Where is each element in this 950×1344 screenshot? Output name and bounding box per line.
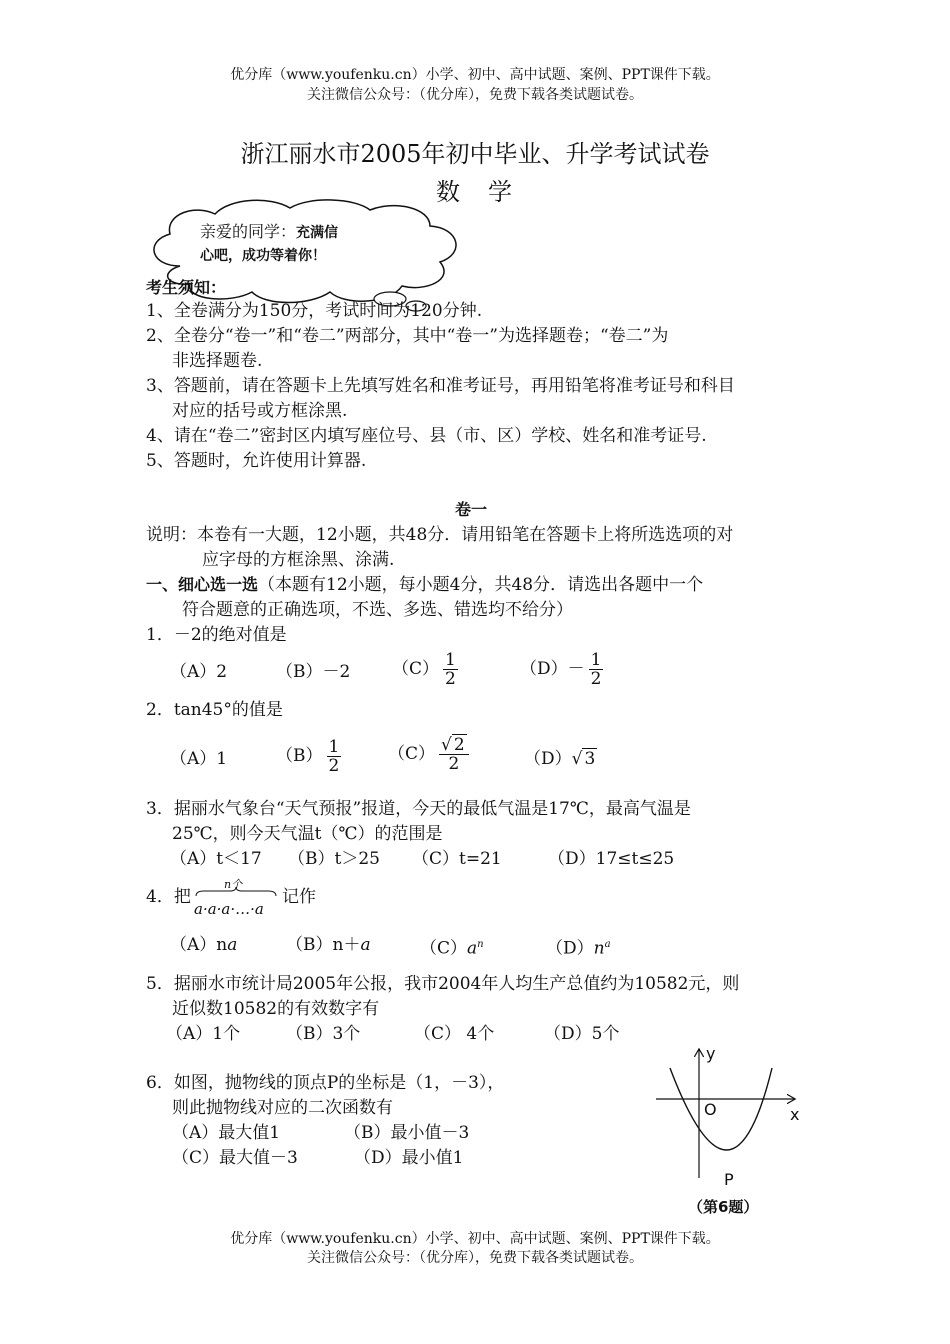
q4-d-base: n <box>593 938 605 959</box>
part-instructions: （本题有12小题，每小题4分，共48分．请选出各题中一个 <box>258 575 704 595</box>
cloud-greeting: 亲爱的同学： <box>200 222 297 241</box>
cloud-encourage-2: 心吧，成功等着你！ <box>200 248 326 264</box>
q1-c-fraction <box>443 651 458 688</box>
notice-item-5: 5、答题时，允许使用计算器. <box>146 451 367 471</box>
q4-option-a-label: （A）n <box>170 935 228 955</box>
q2-c-fraction <box>439 736 469 773</box>
q5-stem-2: 近似数10582的有效数字有 <box>172 999 380 1019</box>
q3-stem-2: 25℃，则今天气温t（℃）的范围是 <box>172 824 443 844</box>
q2-option-b <box>276 738 345 775</box>
fig-label-origin: O <box>704 1100 717 1119</box>
q2-option-c-label: （C） <box>388 744 436 764</box>
q2-c-root-sign: √ <box>441 735 452 755</box>
q4-brace-label: n个 <box>224 878 243 891</box>
q6-stem-1: 6．如图，抛物线的顶点P的坐标是（1，－3）， <box>146 1073 505 1093</box>
q4-option-c <box>420 933 484 961</box>
q4-option-d <box>546 933 611 961</box>
notice-item-3: 3、答题前，请在答题卡上先填写姓名和准考证号，再用铅笔将准考证号和科目 <box>146 376 735 396</box>
q4-stem-prefix: 4．把 <box>146 887 191 907</box>
q1-option-d-label: （D）－ <box>520 659 585 679</box>
header-line-2: 关注微信公众号：（优分库），免费下载各类试题试卷。 <box>307 87 643 103</box>
cloud-encourage-1: 充满信 <box>296 225 339 241</box>
q4-option-b-label: （B）n＋ <box>286 935 361 955</box>
subject-title: 数 学 <box>436 178 514 206</box>
q2-option-b-label: （B） <box>276 746 323 766</box>
q4-option-a <box>170 933 237 957</box>
notice-item-3-cont: 对应的括号或方框涂黑. <box>172 401 348 421</box>
section-desc-1: 说明：本卷有一大题，12小题，共48分．请用铅笔在答题卡上将所选选项的对 <box>146 525 734 545</box>
q2-b-denominator: 2 <box>328 756 340 776</box>
q1-c-numerator: 1 <box>445 650 456 670</box>
fig-label-y: y <box>706 1044 716 1063</box>
notice-item-1: 1、全卷满分为150分，考试时间为120分钟. <box>146 301 483 321</box>
notice-item-4: 4、请在“卷二”密封区内填写座位号、县（市、区）学校、姓名和准考证号. <box>146 426 707 446</box>
q2-option-d-label: （D） <box>524 749 572 769</box>
part-heading <box>146 573 703 597</box>
part-instructions-cont: 符合题意的正确选项，不选、多选、错选均不给分） <box>182 600 573 620</box>
fig-label-vertex: P <box>724 1170 734 1189</box>
q2-b-numerator: 1 <box>328 737 340 757</box>
q5-option-c: （C） 4个 <box>414 1024 495 1044</box>
q3-option-a: （A）t＜17 <box>170 849 262 869</box>
q6-option-d: （D）最小值1 <box>354 1148 464 1168</box>
q2-d-radicand: 3 <box>584 749 596 769</box>
section-title: 卷一 <box>455 500 488 519</box>
part-title: 一、细心选一选 <box>146 575 259 594</box>
q5-option-a: （A）1个 <box>166 1024 241 1044</box>
footer-line-1: 优分库（www.youfenku.cn）小学、初中、高中试题、案例、PPT课件下载。 <box>230 1231 720 1247</box>
q4-stem-suffix: 记作 <box>282 887 316 907</box>
q1-option-c <box>392 651 462 688</box>
q3-stem-1: 3．据丽水气象台“天气预报”报道，今天的最低气温是17℃，最高气温是 <box>146 799 691 819</box>
exam-title: 浙江丽水市2005年初中毕业、升学考试试卷 <box>240 140 710 168</box>
q4-b-var: a <box>360 935 371 955</box>
q2-option-d <box>524 747 597 771</box>
q4-option-d-label: （D） <box>546 938 594 959</box>
q5-option-d: （D）5个 <box>544 1024 620 1044</box>
q5-stem-1: 5．据丽水市统计局2005年公报，我市2004年人均生产总值约为10582元，则 <box>146 974 740 994</box>
q2-d-root-sign: √ <box>571 749 583 769</box>
q4-option-b <box>286 933 371 957</box>
q1-option-c-label: （C） <box>392 659 440 679</box>
q4-d-exponent: a <box>604 939 611 950</box>
q1-d-numerator: 1 <box>590 650 602 670</box>
q2-c-numerator <box>439 736 469 755</box>
notice-heading: 考生须知： <box>146 278 227 297</box>
q1-option-d <box>520 651 607 688</box>
q4-option-c-label: （C） <box>420 938 468 959</box>
q1-c-denominator: 2 <box>445 669 456 689</box>
section-desc-2: 应字母的方框涂黑、涂满. <box>202 550 395 570</box>
q6-stem-2: 则此抛物线对应的二次函数有 <box>172 1098 393 1118</box>
q3-option-b: （B）t＞25 <box>288 849 380 869</box>
notice-item-2-cont: 非选择题卷. <box>172 351 263 371</box>
q2-b-fraction <box>327 738 342 775</box>
q1-option-b: （B）－2 <box>276 662 351 682</box>
q4-c-base: a <box>467 938 478 959</box>
q3-option-d: （D）17≤t≤25 <box>548 849 675 869</box>
q6-figure-caption: （第6题） <box>688 1198 759 1216</box>
fig-label-x: x <box>790 1105 800 1124</box>
q3-option-c: （C）t=21 <box>412 849 502 869</box>
q4-c-exponent: n <box>477 939 484 950</box>
q1-stem: 1．－2的绝对值是 <box>146 625 287 645</box>
q2-stem: 2．tan45°的值是 <box>146 700 283 720</box>
footer-line-2: 关注微信公众号：（优分库），免费下载各类试题试卷。 <box>307 1250 643 1266</box>
q1-d-denominator: 2 <box>590 669 602 689</box>
q6-option-b: （B）最小值－3 <box>344 1123 470 1143</box>
q2-option-a: （A）1 <box>170 749 228 769</box>
header-line-1: 优分库（www.youfenku.cn）小学、初中、高中试题、案例、PPT课件下载。 <box>230 67 720 83</box>
q2-c-radicand: 2 <box>453 735 465 755</box>
q6-option-a: （A）最大值1 <box>172 1123 281 1143</box>
q1-option-a: （A）2 <box>170 662 228 682</box>
q4-a-var: a <box>227 935 238 955</box>
q6-option-c: （C）最大值－3 <box>172 1148 298 1168</box>
q2-c-denominator: 2 <box>448 754 460 774</box>
cloud-message <box>200 221 338 267</box>
notice-item-2: 2、全卷分“卷一”和“卷二”两部分，其中“卷一”为选择题卷；“卷二”为 <box>146 326 669 346</box>
q4-product-expr: a·a·a·…·a <box>194 900 264 918</box>
q1-d-fraction <box>589 651 604 688</box>
q4-overbrace <box>194 887 278 897</box>
q2-option-c <box>388 736 473 773</box>
q6-parabola-figure <box>650 1046 810 1186</box>
q5-option-b: （B）3个 <box>286 1024 361 1044</box>
parabola-curve <box>670 1068 772 1150</box>
